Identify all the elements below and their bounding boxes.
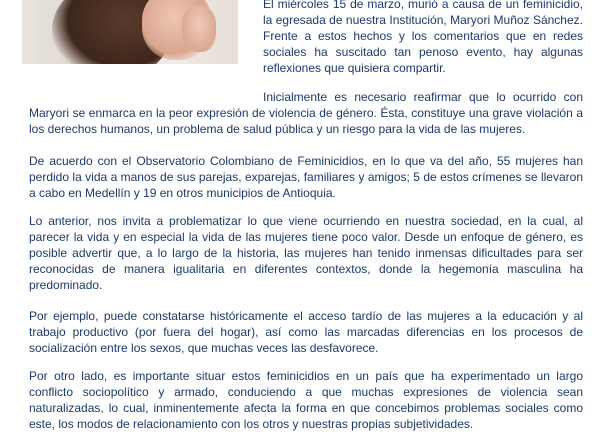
- photo-hand: [182, 6, 216, 52]
- article-paragraph-5: Por ejemplo, puede constatarse históricamente el acceso tardío de las mujeres a la educación y al trabajo productivo (por fuera del hogar), así como las marcadas diferencias en los procesos de socialización entre los sexos, que muchas veces las desfavorece.: [29, 309, 583, 355]
- article-paragraph-6: Por otro lado, es importante situar estos feminicidios en un país que ha experimentado un largo conflicto sociopolítico y armado, conduciendo a que muchas expresiones de violencia sean naturalizadas, lo cual, inminentemente afecta la forma en que concebimos problemas sociales como este, los modos de relacionamiento con los otros y nuestras propias subjetividades.: [29, 369, 583, 431]
- article-photo: [22, 0, 238, 64]
- article-paragraph-2: Inicialmente es necesario reafirmar que lo ocurrido con Maryori se enmarca en la peor expresión de violencia de género. Ésta, constituye una grave violación a los derechos humanos, un problema de salud pública y un riesgo para la vida de las mujeres.: [29, 90, 583, 136]
- article-paragraph-4: Lo anterior, nos invita a problematizar lo que viene ocurriendo en nuestra sociedad, en la cual, al parecer la vida y en especial la vida de las mujeres tiene poco valor. Desde un enfoque de género, es posible advertir que, a lo largo de la historia, las mujeres han tenido inmensas dificultades para ser reconocidas de manera igualitaria en diferentes contextos, donde la hegemonía masculina ha predominado.: [29, 214, 583, 292]
- article-paragraph-1: El miércoles 15 de marzo, murió a causa de un feminicidio, la egresada de nuestra Institución, Maryori Muñoz Sánchez. Frente a estos hechos y los comentarios que en redes sociales ha suscitado tan penoso evento, hay algunas reflexiones que quisiera compartir.: [263, 0, 583, 75]
- article-paragraph-3: De acuerdo con el Observatorio Colombiano de Feminicidios, en lo que va del año, 55 mujeres han perdido la vida a manos de sus parejas, exparejas, familiares y amigos; 5 de estos crímenes se llevaron a cabo en Medellín y 19 en otros municipios de Antioquia.: [29, 154, 583, 200]
